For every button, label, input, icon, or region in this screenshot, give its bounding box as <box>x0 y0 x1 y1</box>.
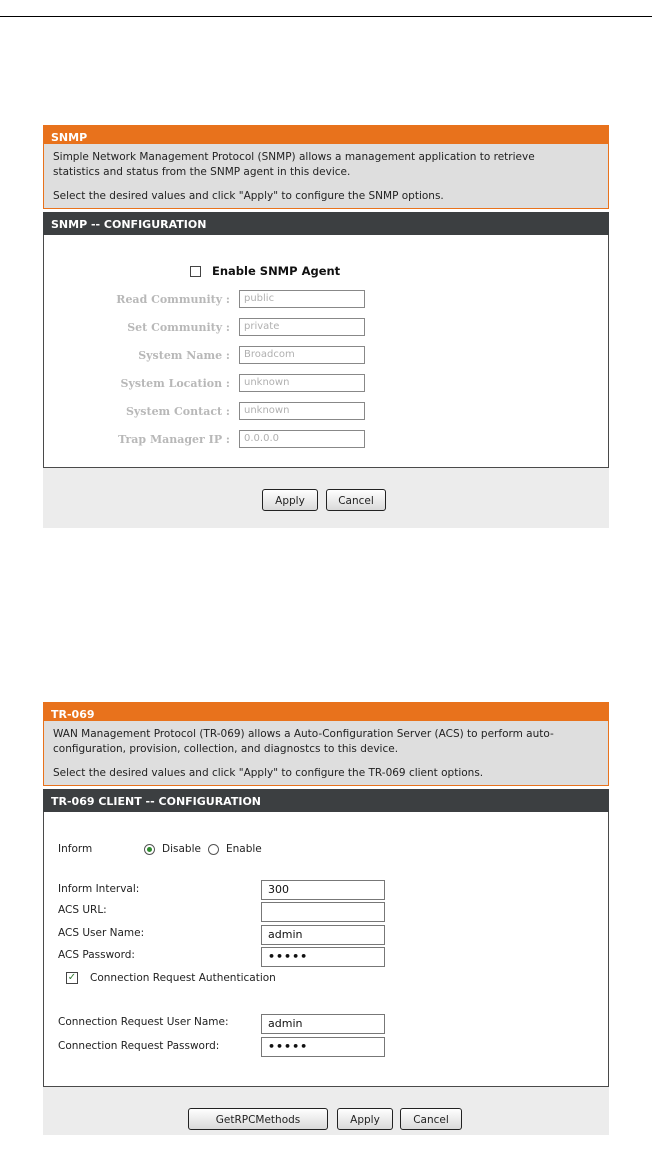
tr069-button-bar <box>43 1087 609 1135</box>
acs-user-name-label: ACS User Name: <box>58 927 145 939</box>
read-community-label: Read Community : <box>116 293 230 306</box>
snmp-panel <box>43 125 609 528</box>
acs-password-input[interactable]: ••••• <box>261 947 385 967</box>
system-location-label: System Location : <box>120 377 230 390</box>
tr069-panel <box>43 702 609 1135</box>
enable-snmp-label: Enable SNMP Agent <box>212 264 341 278</box>
connection-auth-checkbox[interactable]: ✓ <box>67 972 77 983</box>
set-community-label: Set Community : <box>127 321 230 334</box>
snmp-apply-button[interactable]: Apply <box>262 489 318 511</box>
conn-password-label: Connection Request Password: <box>58 1040 220 1052</box>
system-contact-input[interactable]: unknown <box>239 402 365 420</box>
snmp-button-bar <box>43 468 609 528</box>
inform-enable-label: Enable <box>226 843 262 855</box>
tr069-cancel-button[interactable]: Cancel <box>400 1108 462 1130</box>
acs-url-input[interactable] <box>261 902 385 922</box>
snmp-config-body <box>43 235 609 468</box>
enable-snmp-checkbox[interactable] <box>190 266 201 277</box>
connection-auth-label: Connection Request Authentication <box>90 972 276 984</box>
conn-password-input[interactable]: ••••• <box>261 1037 385 1057</box>
page-top-rule <box>0 16 652 17</box>
tr069-apply-button[interactable]: Apply <box>337 1108 393 1130</box>
inform-enable-radio[interactable] <box>208 844 219 855</box>
system-name-label: System Name : <box>138 349 230 362</box>
conn-user-name-label: Connection Request User Name: <box>58 1016 229 1028</box>
inform-disable-radio[interactable] <box>144 844 155 855</box>
set-community-input[interactable]: private <box>239 318 365 336</box>
snmp-desc-line2: statistics and status from the SNMP agent in this device. <box>53 166 351 178</box>
tr069-title: TR-069 <box>43 702 609 721</box>
read-community-input[interactable]: public <box>239 290 365 308</box>
tr069-desc-line2: configuration, provision, collection, and diagnostcs to this device. <box>53 743 399 755</box>
acs-url-label: ACS URL: <box>58 904 107 916</box>
trap-manager-ip-input[interactable]: 0.0.0.0 <box>239 430 365 448</box>
trap-manager-ip-label: Trap Manager IP : <box>118 433 230 446</box>
conn-user-name-input[interactable]: admin <box>261 1014 385 1034</box>
getrpcmethods-button[interactable]: GetRPCMethods <box>188 1108 328 1130</box>
system-name-input[interactable]: Broadcom <box>239 346 365 364</box>
snmp-title: SNMP <box>43 125 609 144</box>
inform-interval-label: Inform Interval: <box>58 883 140 895</box>
snmp-desc-line1: Simple Network Management Protocol (SNMP) allows a management application to retrieve <box>53 151 535 163</box>
acs-user-name-input[interactable]: admin <box>261 925 385 945</box>
tr069-config-body <box>43 812 609 1087</box>
tr069-description <box>43 721 609 786</box>
inform-label: Inform <box>58 843 93 855</box>
tr069-desc-line1: WAN Management Protocol (TR-069) allows a Auto-Configuration Server (ACS) to perform auto- <box>53 728 554 740</box>
tr069-section-title: TR-069 CLIENT -- CONFIGURATION <box>43 789 609 812</box>
system-contact-label: System Contact : <box>125 405 230 418</box>
acs-password-label: ACS Password: <box>58 949 135 961</box>
snmp-desc-line3: Select the desired values and click "Apply" to configure the SNMP options. <box>53 190 444 202</box>
snmp-cancel-button[interactable]: Cancel <box>326 489 386 511</box>
system-location-input[interactable]: unknown <box>239 374 365 392</box>
inform-interval-input[interactable]: 300 <box>261 880 385 900</box>
snmp-section-title: SNMP -- CONFIGURATION <box>43 212 609 235</box>
snmp-description <box>43 144 609 209</box>
inform-disable-label: Disable <box>162 843 201 855</box>
tr069-desc-line3: Select the desired values and click "Apply" to configure the TR-069 client options. <box>53 767 484 779</box>
